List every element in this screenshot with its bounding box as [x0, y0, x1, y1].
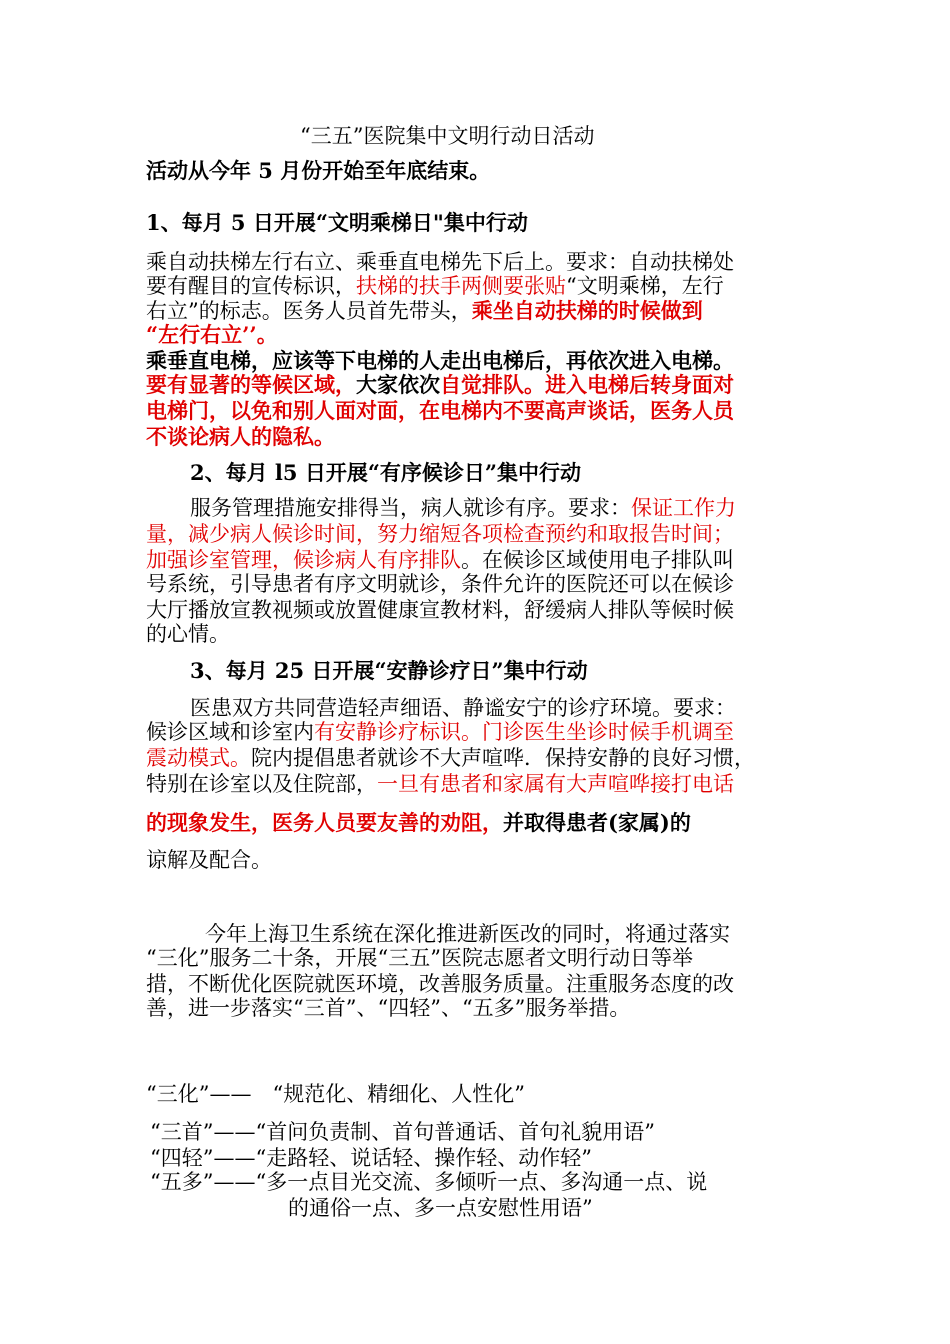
s1-line-2 [146, 276, 724, 297]
s3-line-1: 医患双方共同营造轻声细语、静谧安宁的诊疗环境。要求： [190, 696, 736, 720]
p4-line-3: 措，不断优化医院就医环境，改善服务质量。注重服务态度的改 [146, 972, 734, 996]
term-wuduo: “五多”——“多一点目光交流、多倾听一点、多沟通一点、说 [150, 1170, 708, 1194]
s1-line-5: 乘垂直电梯，应该等下电梯的人走出电梯后，再依次进入电梯。 [146, 348, 734, 373]
s1-line-3a: 右立”的标志。医务人员首先带头， [146, 299, 472, 323]
section-1-heading: 1、每月 5 日开展“文明乘梯日"集中行动 [146, 210, 528, 235]
s3-line-5a: 的现象发生，医务人员要友善的劝阻， [146, 810, 503, 835]
term-wuduo-cont: 的通俗一点、多一点安慰性用语” [288, 1196, 593, 1220]
s2-line-1 [190, 498, 736, 519]
s3-line-6: 谅解及配合。 [146, 848, 272, 872]
s2-line-1b: 保证工作力 [631, 496, 736, 520]
s2-line-6: 的心情。 [146, 622, 230, 646]
s2-line-3 [146, 550, 734, 571]
s1-line-2c: “文明乘梯，左行 [566, 274, 724, 298]
p4-line-2: “三化”服务二十条，开展“三五”医院志愿者文明行动日等举 [146, 946, 693, 970]
s1-line-1: 乘自动扶梯左行右立、乘垂直电梯先下后上。要求：自动扶梯处 [146, 250, 734, 274]
s3-line-5 [146, 812, 691, 833]
s2-line-5: 大厅播放宣教视频或放置健康宣教材料，舒缓病人排队等候时候 [146, 598, 734, 622]
s3-line-2a: 候诊区域和诊室内 [146, 720, 314, 744]
p4-line-4: 善，进一步落实“三首”、“四轻”、“五多”服务举措。 [146, 996, 631, 1020]
s1-line-2a: 要有醒目的宣传标识， [146, 274, 356, 298]
s3-line-2b: 有安静诊疗标识。门诊医生坐诊时候手机调至 [314, 720, 734, 744]
s2-line-4: 号系统，引导患者有序文明就诊，条件允许的医院还可以在候诊 [146, 572, 734, 596]
term-sanshou: “三首”——“首问负责制、首句普通话、首句礼貌用语” [150, 1120, 655, 1144]
s3-line-3b: 院内提倡患者就诊不大声喧哗．保持安静的良好习惯， [251, 746, 755, 770]
s2-line-3a: 加强诊室管理，候诊病人有序排队 [146, 548, 461, 572]
s2-line-3b: 。在候诊区域使用电子排队叫 [461, 548, 734, 572]
s1-line-6b: 大家依次 [356, 372, 440, 397]
section-3-heading: 3、每月 25 日开展“安静诊疗日”集中行动 [190, 658, 588, 683]
term-siqing: “四轻”——“走路轻、说话轻、操作轻、动作轻” [150, 1146, 592, 1170]
s3-line-3 [146, 748, 755, 769]
intro: 活动从今年 5 月份开始至年底结束。 [146, 158, 491, 183]
s3-line-3a: 震动模式。 [146, 746, 251, 770]
s1-line-4: “左行右立’’。 [146, 322, 278, 347]
s3-line-4 [146, 774, 734, 795]
s1-line-3 [146, 300, 703, 322]
s3-line-4b: 一旦有患者和家属有大声喧哗接打电话 [377, 772, 734, 796]
s1-line-7: 电梯门，以免和别人面对面，在电梯内不要高声谈话，医务人员 [146, 398, 734, 423]
s3-line-5b: 并取得患者(家属)的 [503, 810, 691, 835]
term-sanhua: “三化”—— “规范化、精细化、人性化” [146, 1082, 525, 1106]
s1-line-3b: 乘坐自动扶梯的时候做到 [471, 298, 703, 323]
s1-line-8: 不谈论病人的隐私。 [146, 424, 335, 449]
s3-line-4a: 特别在诊室以及住院部， [146, 772, 377, 796]
s1-line-6a: 要有显著的等候区域， [146, 372, 356, 397]
doc-title: “三五”医院集中文明行动日活动 [300, 124, 595, 148]
p4-line-1: 今年上海卫生系统在深化推进新医改的同时，将通过落实 [205, 922, 730, 946]
s3-line-2 [146, 722, 734, 743]
s1-line-2b: 扶梯的扶手两侧要张贴 [356, 274, 566, 298]
s1-line-6 [146, 374, 734, 395]
section-2-heading: 2、每月 l5 日开展“有序候诊日”集中行动 [190, 460, 581, 485]
s2-line-2: 量，减少病人候诊时间，努力缩短各项检查预约和取报告时间； [146, 522, 734, 546]
s2-line-1a: 服务管理措施安排得当，病人就诊有序。要求： [190, 496, 631, 520]
s1-line-6c: 自觉排队。进入电梯后转身面对 [440, 372, 734, 397]
